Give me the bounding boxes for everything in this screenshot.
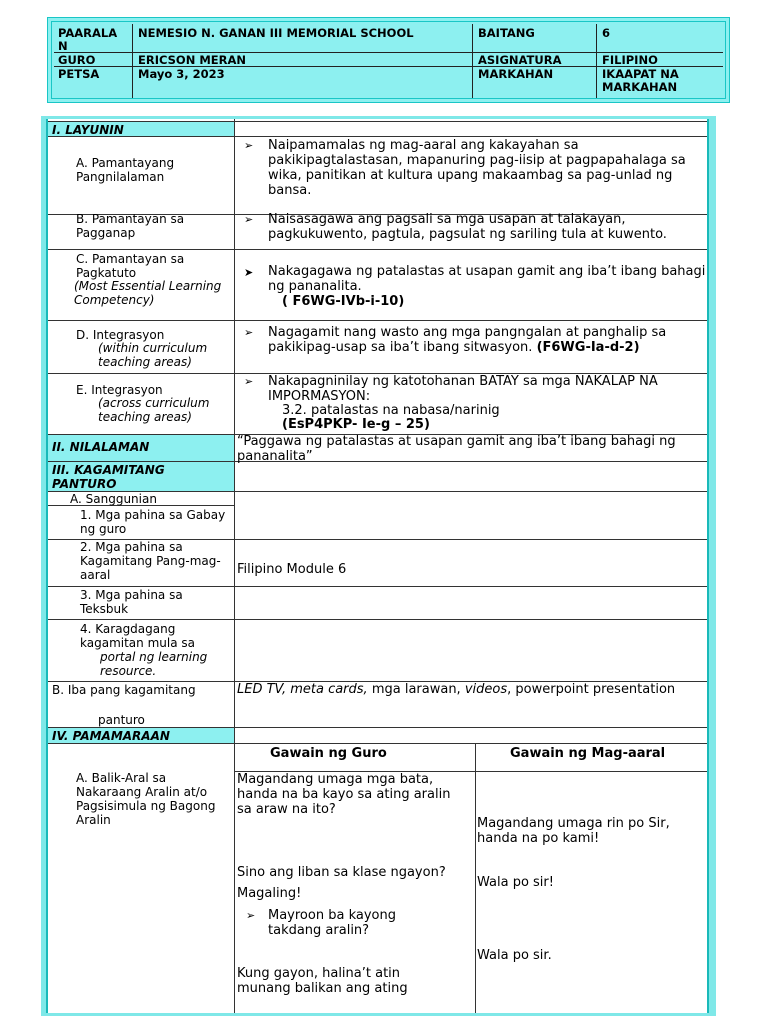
kagamitan-item-4: 4. Karagdagang kagamitan mula sa bbox=[80, 622, 195, 650]
petsa-value: Mayo 3, 2023 bbox=[138, 67, 225, 81]
mag-aaral-line-2: Wala po sir! bbox=[477, 875, 554, 890]
markahan-value: IKAAPAT NA MARKAHAN bbox=[602, 67, 679, 94]
petsa-label: PETSA bbox=[58, 67, 100, 81]
arrow-bullet-icon: ➢ bbox=[244, 375, 254, 388]
kagamitan-item-4-italic: portal ng learning resource. bbox=[100, 650, 208, 678]
iba-value-4: , powerpoint presentation bbox=[507, 682, 676, 697]
layunin-e-text: Nakapagninilay ng katotohanan BATAY sa mga NAKALAP NA IMPORMASYON: bbox=[268, 374, 658, 404]
lesson-plan-table bbox=[41, 116, 716, 1016]
guro-line-3: Magaling! bbox=[237, 886, 302, 901]
layunin-c-sub: (Most Essential Learning Competency) bbox=[74, 279, 222, 307]
layunin-d-sub: (within curriculum teaching areas) bbox=[98, 341, 208, 369]
iba-value-1: LED TV, meta cards, bbox=[237, 682, 368, 697]
layunin-e-code: (EsP4PKP- Ie-g – 25) bbox=[282, 417, 430, 432]
mag-aaral-line-3: Wala po sir. bbox=[477, 948, 552, 963]
school-name: NEMESIO N. GANAN III MEMORIAL SCHOOL bbox=[138, 26, 414, 40]
iba-pang-kagamitan-label-2: panturo bbox=[98, 713, 145, 727]
iba-pang-kagamitan-label: B. Iba pang kagamitang bbox=[52, 683, 196, 697]
arrow-bullet-icon: ➢ bbox=[244, 213, 254, 226]
paaralan-label: PAARALA N bbox=[58, 26, 118, 53]
mag-aaral-line-1: Magandang umaga rin po Sir, handa na po kami! bbox=[477, 816, 670, 846]
kagamitan-item-1: 1. Mga pahina sa Gabay ng guro bbox=[80, 508, 226, 536]
guro-line-5: Kung gayon, halina’t atin munang balikan ang ating bbox=[237, 966, 408, 996]
pamamaraan-title: IV. PAMAMARAAN bbox=[52, 729, 170, 743]
baitang-value: 6 bbox=[602, 26, 611, 40]
kagamitan-item-3: 3. Mga pahina sa Teksbuk bbox=[80, 588, 183, 616]
layunin-a-text: Naipamamalas ng mag-aaral ang kakayahan sa pakikipagtalastasan, mapanuring pag-iisip at pagpapahalaga sa wika, panitikan at kultura upang makaambag sa pag-unlad ng bansa. bbox=[268, 138, 686, 198]
arrow-bullet-icon: ➢ bbox=[246, 909, 256, 922]
layunin-e-sub: (across curriculum teaching areas) bbox=[98, 396, 210, 424]
iba-value-3: videos bbox=[464, 682, 508, 697]
arrow-bullet-icon: ➢ bbox=[244, 139, 254, 152]
kagamitan-title: III. KAGAMITANG PANTURO bbox=[52, 463, 165, 491]
layunin-title: I. LAYUNIN bbox=[52, 123, 124, 137]
asignatura-value: FILIPINO bbox=[602, 53, 658, 67]
layunin-d-label: D. Integrasyon bbox=[76, 328, 165, 342]
kagamitan-item-2: 2. Mga pahina sa Kagamitang Pang-mag-aaral bbox=[80, 540, 221, 582]
guro-line-2: Sino ang liban sa klase ngayon? bbox=[237, 865, 446, 880]
layunin-b-text: Naisasagawa ang pagsali sa mga usapan at talakayan, pagkukuwento, pagtula, pagsulat ng sariling tula at kuwento. bbox=[268, 212, 667, 242]
layunin-d-text: Nagagamit nang wasto ang mga pangngalan at panghalip sa pakikipag-usap sa iba’t ibang sitwasyon. bbox=[268, 325, 667, 355]
arrow-bullet-icon: ➤ bbox=[244, 266, 254, 279]
asignatura-label: ASIGNATURA bbox=[478, 53, 562, 67]
layunin-c-text: Nakagagawa ng patalastas at usapan gamit ang iba’t ibang bahagi ng pananalita. bbox=[268, 264, 706, 294]
header-table bbox=[47, 17, 730, 103]
layunin-a-label: A. Pamantayang Pangnilalaman bbox=[76, 156, 175, 184]
col-gawain-guro: Gawain ng Guro bbox=[270, 746, 387, 761]
nilalaman-title: II. NILALAMAN bbox=[52, 440, 150, 454]
lesson-plan-inner bbox=[46, 119, 709, 1013]
nilalaman-text: “Paggawa ng patalastas at usapan gamit ang iba’t ibang bahagi ng pananalita” bbox=[237, 434, 676, 464]
kagamitan-item-2-value: Filipino Module 6 bbox=[237, 562, 347, 577]
baitang-label: BAITANG bbox=[478, 26, 535, 40]
guro-value: ERICSON MERAN bbox=[138, 53, 247, 67]
layunin-e-sub-item: 3.2. patalastas na nabasa/narinig bbox=[282, 403, 500, 418]
layunin-b-label: B. Pamantayan sa Pagganap bbox=[76, 212, 185, 240]
layunin-c-label: C. Pamantayan sa Pagkatuto bbox=[76, 252, 185, 280]
pamamaraan-a-label: A. Balik-Aral sa Nakaraang Aralin at/o Pagsisimula ng Bagong Aralin bbox=[76, 771, 216, 827]
markahan-label: MARKAHAN bbox=[478, 67, 554, 81]
guro-label: GURO bbox=[58, 53, 96, 67]
sanggunian-label: A. Sanggunian bbox=[70, 492, 157, 506]
arrow-bullet-icon: ➢ bbox=[244, 326, 254, 339]
col-gawain-mag-aaral: Gawain ng Mag-aaral bbox=[510, 746, 666, 761]
guro-line-1: Magandang umaga mga bata, handa na ba kayo sa ating aralin sa araw na ito? bbox=[237, 772, 451, 817]
layunin-e-label: E. Integrasyon bbox=[76, 383, 163, 397]
iba-value-2: mga larawan, bbox=[367, 682, 465, 697]
layunin-d-code: (F6WG-Ia-d-2) bbox=[536, 340, 640, 355]
guro-line-4: Mayroon ba kayong takdang aralin? bbox=[268, 908, 396, 938]
layunin-c-code: ( F6WG-IVb-i-10) bbox=[282, 294, 405, 309]
